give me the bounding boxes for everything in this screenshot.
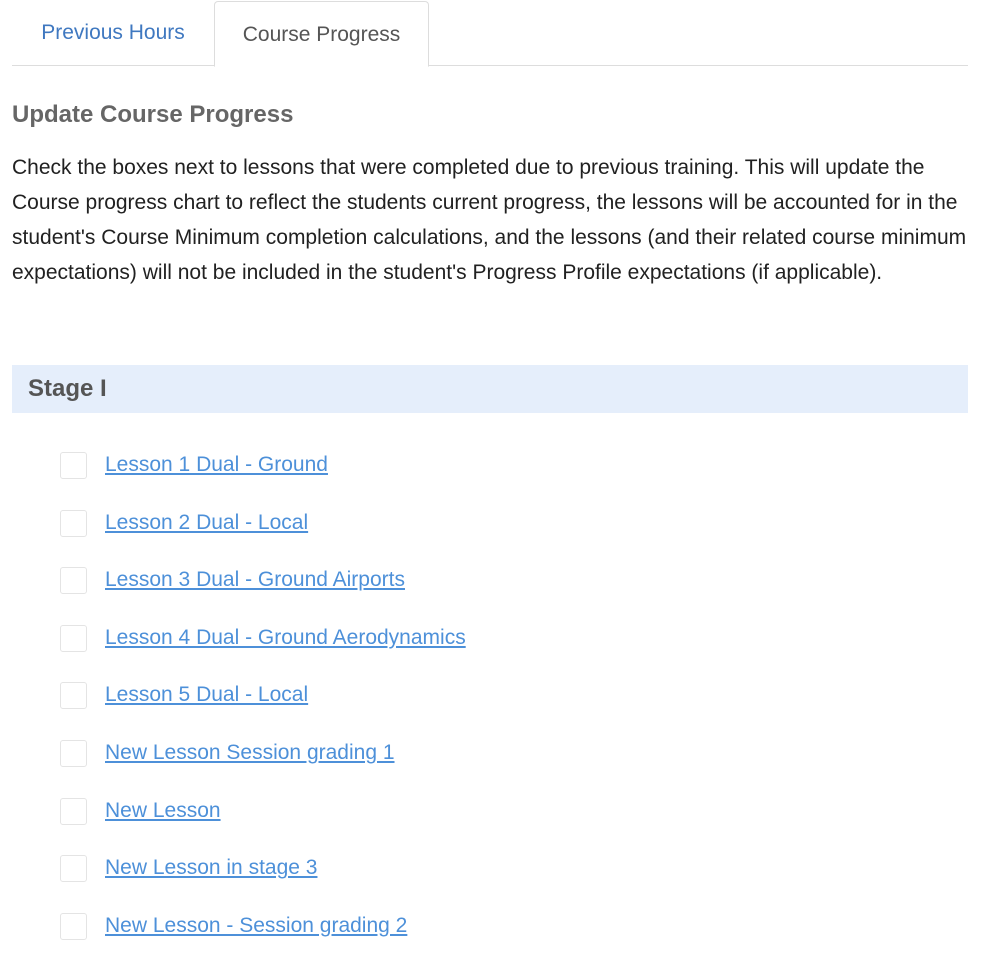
lesson-item	[0, 494, 986, 552]
stage-header: Stage I	[12, 365, 968, 413]
lesson-list	[0, 436, 986, 954]
lesson-item	[0, 551, 986, 609]
tab-course-progress[interactable]: Course Progress	[214, 1, 429, 67]
lesson-link[interactable]: New Lesson Session grading 1	[105, 740, 395, 764]
lesson-checkbox[interactable]	[60, 567, 87, 594]
lesson-link[interactable]: Lesson 5 Dual - Local	[105, 683, 309, 707]
lesson-checkbox[interactable]	[60, 625, 87, 652]
lesson-item	[0, 782, 986, 840]
lesson-link[interactable]: Lesson 2 Dual - Local	[105, 510, 309, 534]
lesson-item	[0, 724, 986, 782]
lesson-link[interactable]: New Lesson	[105, 798, 221, 822]
tab-previous-hours[interactable]: Previous Hours	[41, 21, 185, 44]
lesson-item	[0, 609, 986, 667]
lesson-checkbox[interactable]	[60, 452, 87, 479]
lesson-checkbox[interactable]	[60, 798, 87, 825]
lesson-item	[0, 436, 986, 494]
lesson-link[interactable]: Lesson 1 Dual - Ground	[105, 453, 328, 476]
lesson-link[interactable]: Lesson 4 Dual - Ground Aerodynamics	[105, 625, 466, 649]
section-description: Check the boxes next to lessons that were completed due to previous training. This will update the Course progress chart to reflect the students current progress, the lessons will be accounted for in the student's Course Minimum completion calculations, and the lessons (and their related course minimum expectations) will not be included in the student's Progress Profile expectations (if applicable).	[12, 156, 967, 284]
lesson-link[interactable]: Lesson 3 Dual - Ground Airports	[105, 568, 405, 592]
lesson-checkbox[interactable]	[60, 682, 87, 709]
lesson-checkbox[interactable]	[60, 855, 87, 882]
lesson-item	[0, 839, 986, 897]
lesson-checkbox[interactable]	[60, 740, 87, 767]
lesson-link[interactable]: New Lesson - Session grading 2	[105, 913, 408, 937]
tab-bar	[12, 0, 968, 66]
lesson-item	[0, 897, 986, 955]
lesson-checkbox[interactable]	[60, 913, 87, 940]
lesson-item	[0, 666, 986, 724]
lesson-link[interactable]: New Lesson in stage 3	[105, 856, 318, 880]
section-title: Update Course Progress	[12, 101, 294, 128]
lesson-checkbox[interactable]	[60, 510, 87, 537]
